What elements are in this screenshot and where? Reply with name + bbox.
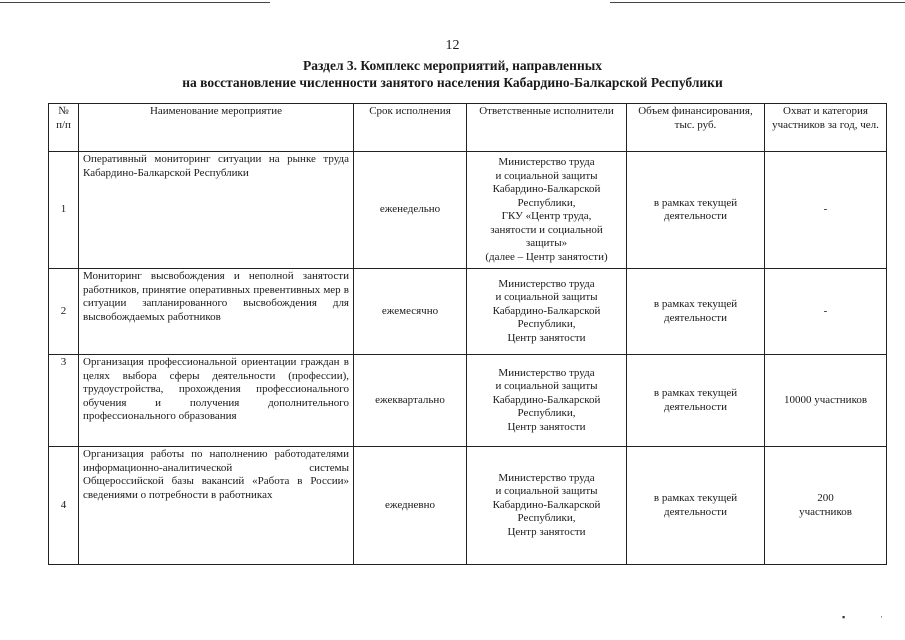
table-row [49, 152, 887, 269]
row-num: 4 [49, 447, 79, 565]
header-funding: Объем финансирования, тыс. руб. [627, 104, 765, 152]
responsible-line: (далее – Центр занятости) [485, 250, 608, 263]
header-num: № п/п [49, 104, 79, 152]
row-num: 3 [49, 355, 79, 447]
row-responsible [467, 355, 627, 447]
responsible-line: Министерство труда [498, 366, 595, 379]
responsible-line: ГКУ «Центр труда, [501, 210, 592, 222]
responsible-line: Министерство труда [498, 471, 595, 484]
header-term: Срок исполнения [354, 104, 467, 152]
row-num: 1 [49, 152, 79, 269]
funding-line: в рамках текущей [653, 298, 738, 310]
scan-mark-bottom-right: ▪ [842, 612, 846, 622]
header-coverage: Охват и категория участников за год, чел. [765, 104, 887, 152]
row-coverage [765, 355, 887, 447]
row-responsible [467, 447, 627, 565]
row-funding [627, 355, 765, 447]
responsible-line: и социальной защиты [495, 169, 598, 182]
funding-line: деятельности [664, 210, 727, 222]
responsible-line: Центр занятости [507, 331, 586, 344]
funding-line: деятельности [664, 311, 727, 324]
row-funding [627, 447, 765, 565]
responsible-line: Министерство труда [498, 277, 595, 290]
section-title-line-2: на восстановление численности занятого населения Кабардино-Балкарской Республики [182, 75, 723, 90]
responsible-line: и социальной защиты [495, 485, 598, 498]
responsible-line: защиты» [525, 237, 568, 249]
responsible-line: занятости и социальной [490, 223, 603, 236]
row-responsible [467, 269, 627, 355]
responsible-line: Министерство труда [498, 156, 595, 168]
row-num: 2 [49, 269, 79, 355]
top-rule-left [0, 2, 270, 3]
row-coverage [765, 152, 887, 269]
row-term: ежеквартально [354, 355, 467, 447]
funding-line: деятельности [664, 505, 727, 518]
coverage-line: участников [799, 505, 852, 518]
page-number: 12 [445, 38, 460, 53]
responsible-line: Республики, [517, 196, 576, 209]
table-row [49, 447, 887, 565]
row-term: ежемесячно [354, 269, 467, 355]
coverage-line: - [823, 304, 828, 317]
row-funding [627, 152, 765, 269]
responsible-line: Республики, [517, 407, 576, 420]
row-name: Организация работы по наполнению работодателями информационно-аналитической системы Общероссийской базы вакансий «Работа в России» сведениями о потребности в работниках [79, 447, 354, 565]
row-funding [627, 269, 765, 355]
responsible-line: Республики, [517, 318, 576, 331]
responsible-line: Кабардино-Балкарской [492, 498, 601, 511]
measures-table [48, 103, 887, 565]
section-title [0, 57, 905, 91]
section-title-line-1: Раздел 3. Комплекс мероприятий, направленных [302, 58, 603, 73]
header-responsible: Ответственные исполнители [467, 104, 627, 152]
scan-mark-bottom-right-2: · [880, 612, 883, 622]
funding-line: деятельности [664, 400, 727, 413]
row-name: Организация профессиональной ориентации граждан в целях выбора сферы деятельности (профессии), трудоустройства, прохождения профессионального обучения и получения дополнительного профессионального образования [79, 355, 354, 447]
funding-line: в рамках текущей [653, 387, 738, 399]
row-name: Мониторинг высвобождения и неполной занятости работников, принятие оперативных превентивных мер в ситуации запланированного высвобождения для высвобождаемых работников [79, 269, 354, 355]
coverage-line: 200 [817, 492, 834, 504]
row-coverage [765, 447, 887, 565]
table-row [49, 355, 887, 447]
row-coverage [765, 269, 887, 355]
row-term: еженедельно [354, 152, 467, 269]
funding-line: в рамках текущей [653, 196, 738, 209]
top-rule-right [610, 2, 905, 3]
coverage-line: - [823, 203, 828, 216]
table-header-row [49, 104, 887, 152]
responsible-line: Кабардино-Балкарской [492, 393, 601, 406]
header-name: Наименование мероприятие [79, 104, 354, 152]
responsible-line: Центр занятости [507, 420, 586, 433]
row-name: Оперативный мониторинг ситуации на рынке труда Кабардино-Балкарской Республики [79, 152, 354, 269]
responsible-line: Республики, [517, 512, 576, 525]
responsible-line: Центр занятости [507, 525, 586, 538]
responsible-line: и социальной защиты [495, 380, 598, 393]
responsible-line: Кабардино-Балкарской [492, 304, 601, 317]
responsible-line: Кабардино-Балкарской [492, 183, 601, 195]
coverage-line: 10000 участников [783, 393, 868, 406]
funding-line: в рамках текущей [653, 492, 738, 504]
responsible-line: и социальной защиты [495, 291, 598, 304]
row-term: ежедневно [354, 447, 467, 565]
table-row [49, 269, 887, 355]
row-responsible [467, 152, 627, 269]
